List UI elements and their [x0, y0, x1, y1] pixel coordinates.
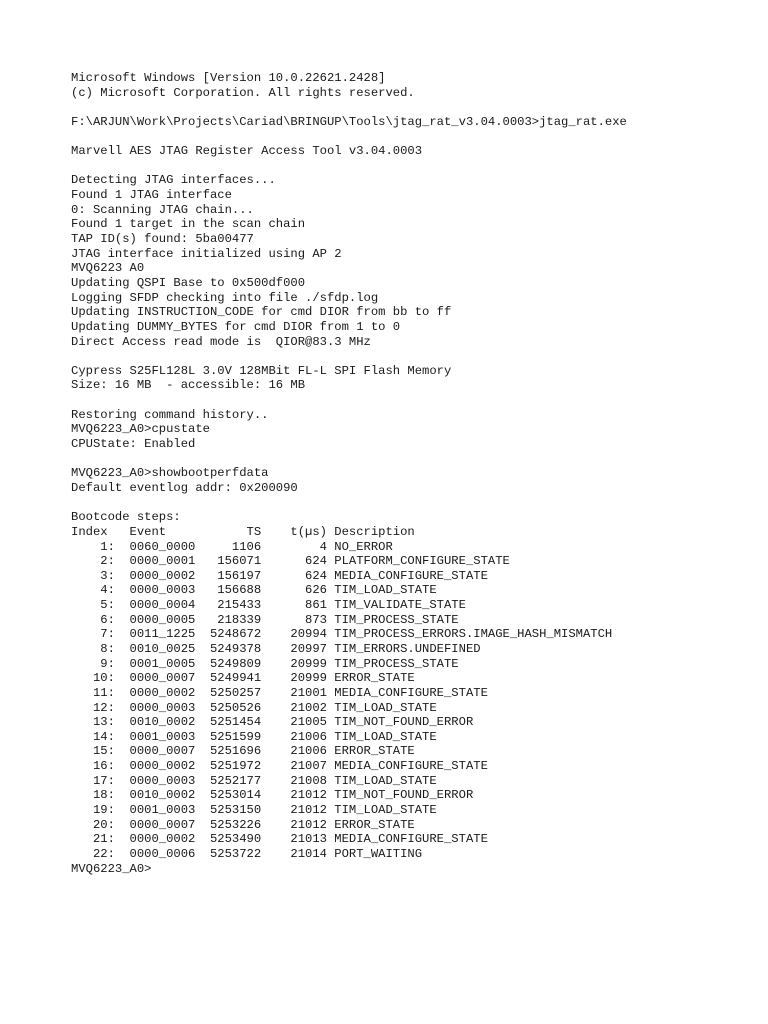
console-line [71, 496, 627, 511]
console-line: Logging SFDP checking into file ./sfdp.log [71, 290, 379, 305]
console-line: Detecting JTAG interfaces... [71, 173, 276, 188]
console-line: Restoring command history.. [71, 407, 269, 422]
console-line: Updating DUMMY_BYTES for cmd DIOR from 1 to 0 [71, 319, 401, 334]
console-prompt: MVQ6223_A0> [71, 861, 152, 876]
table-row: 3: 0000_0002 156197 624 MEDIA_CONFIGURE_STATE [71, 568, 488, 583]
table-row: 20: 0000_0007 5253226 21012 ERROR_STATE [71, 817, 415, 832]
console-line: MVQ6223_A0>cpustate [71, 422, 210, 437]
console-line: Marvell AES JTAG Register Access Tool v3.04.0003 [71, 144, 423, 159]
table-row: 4: 0000_0003 156688 626 TIM_LOAD_STATE [71, 583, 437, 598]
table-row: 16: 0000_0002 5251972 21007 MEDIA_CONFIGURE_STATE [71, 759, 488, 774]
table-row: 11: 0000_0002 5250257 21001 MEDIA_CONFIGURE_STATE [71, 685, 488, 700]
table-row: 19: 0001_0003 5253150 21012 TIM_LOAD_STATE [71, 803, 437, 818]
table-header: Index Event TS t(µs) Description [71, 524, 415, 539]
table-row: 14: 0001_0003 5251599 21006 TIM_LOAD_STATE [71, 729, 437, 744]
table-row: 13: 0010_0002 5251454 21005 TIM_NOT_FOUND_ERROR [71, 715, 474, 730]
console-line [71, 393, 627, 408]
table-row: 7: 0011_1225 5248672 20994 TIM_PROCESS_ERRORS.IMAGE_HASH_MISMATCH [71, 627, 613, 642]
console-line: 0: Scanning JTAG chain... [71, 202, 254, 217]
console-line: Updating QSPI Base to 0x500df000 [71, 275, 306, 290]
console-line [71, 452, 627, 467]
table-row: 8: 0010_0025 5249378 20997 TIM_ERRORS.UNDEFINED [71, 641, 481, 656]
console-line: Default eventlog addr: 0x200090 [71, 480, 298, 495]
table-row: 9: 0001_0005 5249809 20999 TIM_PROCESS_STATE [71, 656, 459, 671]
console-line: MVQ6223 A0 [71, 261, 145, 276]
console-line [71, 130, 627, 145]
console-line: MVQ6223_A0>showbootperfdata [71, 466, 269, 481]
console-line: JTAG interface initialized using AP 2 [71, 246, 342, 261]
console-line: TAP ID(s) found: 5ba00477 [71, 232, 254, 247]
console-line: Updating INSTRUCTION_CODE for cmd DIOR from bb to ff [71, 305, 452, 320]
table-row: 6: 0000_0005 218339 873 TIM_PROCESS_STATE [71, 612, 459, 627]
table-row: 5: 0000_0004 215433 861 TIM_VALIDATE_STATE [71, 598, 466, 613]
table-row: 17: 0000_0003 5252177 21008 TIM_LOAD_STATE [71, 773, 437, 788]
table-row: 15: 0000_0007 5251696 21006 ERROR_STATE [71, 744, 415, 759]
console-line: Cypress S25FL128L 3.0V 128MBit FL-L SPI Flash Memory [71, 363, 452, 378]
console-line: Found 1 target in the scan chain [71, 217, 306, 232]
table-row: 21: 0000_0002 5253490 21013 MEDIA_CONFIGURE_STATE [71, 832, 488, 847]
table-row: 22: 0000_0006 5253722 21014 PORT_WAITING [71, 846, 423, 861]
console-line: Size: 16 MB - accessible: 16 MB [71, 378, 306, 393]
console-line [71, 159, 627, 174]
console-line: CPUState: Enabled [71, 437, 196, 452]
table-row: 2: 0000_0001 156071 624 PLATFORM_CONFIGURE_STATE [71, 554, 510, 569]
console-line: F:\ARJUN\Work\Projects\Cariad\BRINGUP\Tools\jtag_rat_v3.04.0003>jtag_rat.exe [71, 114, 627, 129]
console-line [71, 100, 627, 115]
console-line: Microsoft Windows [Version 10.0.22621.2428] [71, 71, 386, 85]
console-line: Found 1 JTAG interface [71, 188, 232, 203]
table-row: 1: 0060_0000 1106 4 NO_ERROR [71, 539, 393, 554]
table-row: 18: 0010_0002 5253014 21012 TIM_NOT_FOUND_ERROR [71, 788, 474, 803]
console-line: Direct Access read mode is QIOR@83.3 MHz [71, 334, 371, 349]
console-line: Bootcode steps: [71, 510, 181, 525]
table-row: 10: 0000_0007 5249941 20999 ERROR_STATE [71, 671, 415, 686]
console-line: (c) Microsoft Corporation. All rights reserved. [71, 85, 415, 100]
console-line [71, 349, 627, 364]
table-row: 12: 0000_0003 5250526 21002 TIM_LOAD_STATE [71, 700, 437, 715]
console-output [71, 71, 627, 876]
